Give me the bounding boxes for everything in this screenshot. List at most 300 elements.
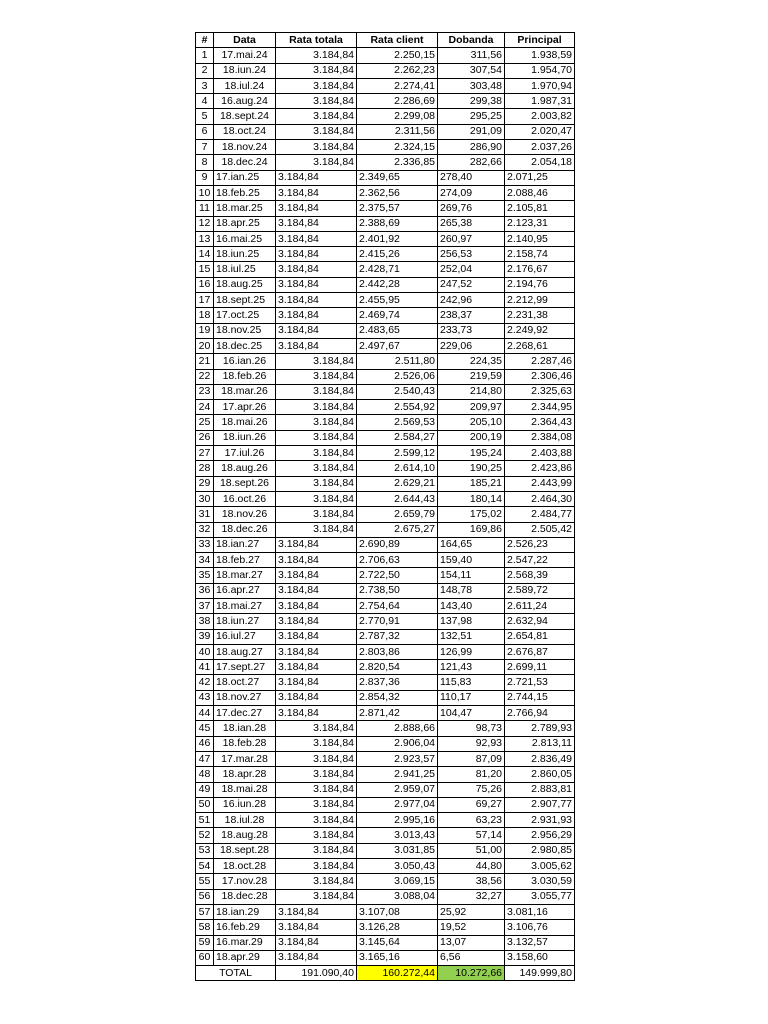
- row-date: 18.iul.24: [214, 78, 276, 93]
- row-index: 48: [196, 767, 214, 782]
- amortization-table: [195, 32, 575, 981]
- row-rata-totala: 3.184,84: [276, 706, 357, 721]
- row-rata-totala: 3.184,84: [276, 185, 357, 200]
- row-principal: 2.484,77: [505, 507, 575, 522]
- table-row: [196, 140, 575, 155]
- table-row: [196, 629, 575, 644]
- row-rata-totala: 3.184,84: [276, 828, 357, 843]
- table-row: [196, 231, 575, 246]
- row-dobanda: 81,20: [438, 767, 505, 782]
- row-principal: 2.956,29: [505, 828, 575, 843]
- row-rata-client: 3.126,28: [357, 920, 438, 935]
- row-rata-totala: 3.184,84: [276, 950, 357, 965]
- table-row: [196, 537, 575, 552]
- row-rata-totala: 3.184,84: [276, 461, 357, 476]
- row-dobanda: 286,90: [438, 140, 505, 155]
- row-index: 15: [196, 262, 214, 277]
- row-dobanda: 126,99: [438, 644, 505, 659]
- row-rata-client: 2.483,65: [357, 323, 438, 338]
- row-dobanda: 92,93: [438, 736, 505, 751]
- total-rata-totala: 191.090,40: [276, 966, 357, 981]
- row-principal: 2.054,18: [505, 155, 575, 170]
- row-principal: 2.268,61: [505, 338, 575, 353]
- row-rata-totala: 3.184,84: [276, 598, 357, 613]
- table-row: [196, 338, 575, 353]
- row-date: 16.iul.27: [214, 629, 276, 644]
- row-date: 18.mai.27: [214, 598, 276, 613]
- row-rata-client: 2.906,04: [357, 736, 438, 751]
- table-row: [196, 767, 575, 782]
- row-dobanda: 44,80: [438, 859, 505, 874]
- row-rata-totala: 3.184,84: [276, 140, 357, 155]
- row-principal: 1.954,70: [505, 63, 575, 78]
- row-date: 18.nov.25: [214, 323, 276, 338]
- row-index: 59: [196, 935, 214, 950]
- row-rata-totala: 3.184,84: [276, 644, 357, 659]
- row-dobanda: 98,73: [438, 721, 505, 736]
- table-row: [196, 660, 575, 675]
- row-rata-totala: 3.184,84: [276, 231, 357, 246]
- table-row: [196, 109, 575, 124]
- row-index: 24: [196, 400, 214, 415]
- row-rata-client: 3.013,43: [357, 828, 438, 843]
- total-label: TOTAL: [196, 966, 276, 981]
- row-date: 18.iun.25: [214, 247, 276, 262]
- row-principal: 2.140,95: [505, 231, 575, 246]
- row-principal: 2.883,81: [505, 782, 575, 797]
- table-row: [196, 262, 575, 277]
- row-principal: 2.176,67: [505, 262, 575, 277]
- header-index: #: [196, 33, 214, 48]
- table-row: [196, 644, 575, 659]
- table-row: [196, 94, 575, 109]
- row-rata-client: 2.442,28: [357, 277, 438, 292]
- row-date: 16.apr.27: [214, 583, 276, 598]
- row-rata-client: 2.311,56: [357, 124, 438, 139]
- row-principal: 2.980,85: [505, 843, 575, 858]
- row-date: 18.dec.25: [214, 338, 276, 353]
- row-rata-totala: 3.184,84: [276, 721, 357, 736]
- table-row: [196, 598, 575, 613]
- row-index: 45: [196, 721, 214, 736]
- row-date: 18.nov.24: [214, 140, 276, 155]
- row-rata-totala: 3.184,84: [276, 384, 357, 399]
- row-principal: 2.443,99: [505, 476, 575, 491]
- row-dobanda: 242,96: [438, 293, 505, 308]
- table-row: [196, 843, 575, 858]
- row-dobanda: 233,73: [438, 323, 505, 338]
- table-row: [196, 446, 575, 461]
- row-date: 18.feb.28: [214, 736, 276, 751]
- row-index: 8: [196, 155, 214, 170]
- row-index: 56: [196, 889, 214, 904]
- row-index: 25: [196, 415, 214, 430]
- row-principal: 3.106,76: [505, 920, 575, 935]
- row-dobanda: 219,59: [438, 369, 505, 384]
- row-rata-client: 2.388,69: [357, 216, 438, 231]
- row-date: 18.oct.28: [214, 859, 276, 874]
- table-row: [196, 369, 575, 384]
- row-dobanda: 238,37: [438, 308, 505, 323]
- row-rata-client: 3.165,16: [357, 950, 438, 965]
- row-rata-totala: 3.184,84: [276, 124, 357, 139]
- row-dobanda: 185,21: [438, 476, 505, 491]
- row-date: 18.apr.25: [214, 216, 276, 231]
- row-index: 46: [196, 736, 214, 751]
- row-dobanda: 57,14: [438, 828, 505, 843]
- row-dobanda: 175,02: [438, 507, 505, 522]
- row-date: 17.mar.28: [214, 751, 276, 766]
- row-dobanda: 75,26: [438, 782, 505, 797]
- row-rata-totala: 3.184,84: [276, 920, 357, 935]
- table-row: [196, 124, 575, 139]
- row-principal: 2.088,46: [505, 185, 575, 200]
- table-row: [196, 950, 575, 965]
- row-rata-client: 3.107,08: [357, 904, 438, 919]
- row-index: 20: [196, 338, 214, 353]
- header-dobanda: Dobanda: [438, 33, 505, 48]
- total-dobanda: 10.272,66: [438, 966, 505, 981]
- row-principal: 2.194,76: [505, 277, 575, 292]
- row-rata-totala: 3.184,84: [276, 78, 357, 93]
- row-rata-totala: 3.184,84: [276, 813, 357, 828]
- row-date: 18.mar.27: [214, 568, 276, 583]
- row-rata-client: 2.584,27: [357, 430, 438, 445]
- row-rata-totala: 3.184,84: [276, 568, 357, 583]
- table-row: [196, 920, 575, 935]
- row-rata-totala: 3.184,84: [276, 109, 357, 124]
- table-row: [196, 614, 575, 629]
- row-principal: 2.325,63: [505, 384, 575, 399]
- row-rata-totala: 3.184,84: [276, 507, 357, 522]
- row-rata-client: 3.050,43: [357, 859, 438, 874]
- table-row: [196, 690, 575, 705]
- row-rata-client: 2.803,86: [357, 644, 438, 659]
- row-index: 14: [196, 247, 214, 262]
- row-rata-client: 2.497,67: [357, 338, 438, 353]
- row-dobanda: 51,00: [438, 843, 505, 858]
- row-rata-client: 3.069,15: [357, 874, 438, 889]
- row-dobanda: 295,25: [438, 109, 505, 124]
- row-rata-client: 2.820,54: [357, 660, 438, 675]
- row-rata-totala: 3.184,84: [276, 935, 357, 950]
- row-rata-totala: 3.184,84: [276, 690, 357, 705]
- row-dobanda: 291,09: [438, 124, 505, 139]
- row-date: 18.ian.29: [214, 904, 276, 919]
- row-date: 18.nov.27: [214, 690, 276, 705]
- table-row: [196, 293, 575, 308]
- row-principal: 2.123,31: [505, 216, 575, 231]
- header-rata-client: Rata client: [357, 33, 438, 48]
- row-rata-client: 2.526,06: [357, 369, 438, 384]
- row-rata-totala: 3.184,84: [276, 751, 357, 766]
- row-index: 42: [196, 675, 214, 690]
- row-rata-totala: 3.184,84: [276, 583, 357, 598]
- table-row: [196, 813, 575, 828]
- table-row: [196, 583, 575, 598]
- row-dobanda: 256,53: [438, 247, 505, 262]
- row-principal: 2.306,46: [505, 369, 575, 384]
- table-body: [196, 48, 575, 966]
- row-index: 52: [196, 828, 214, 843]
- row-dobanda: 311,56: [438, 48, 505, 63]
- row-index: 3: [196, 78, 214, 93]
- row-rata-client: 2.428,71: [357, 262, 438, 277]
- row-rata-totala: 3.184,84: [276, 614, 357, 629]
- row-index: 60: [196, 950, 214, 965]
- row-index: 2: [196, 63, 214, 78]
- row-index: 49: [196, 782, 214, 797]
- row-date: 18.aug.28: [214, 828, 276, 843]
- row-rata-client: 2.977,04: [357, 797, 438, 812]
- row-date: 18.apr.28: [214, 767, 276, 782]
- row-rata-totala: 3.184,84: [276, 216, 357, 231]
- row-rata-client: 2.262,23: [357, 63, 438, 78]
- row-principal: 3.030,59: [505, 874, 575, 889]
- row-index: 22: [196, 369, 214, 384]
- row-rata-totala: 3.184,84: [276, 338, 357, 353]
- row-rata-client: 2.274,41: [357, 78, 438, 93]
- row-rata-client: 2.614,10: [357, 461, 438, 476]
- row-rata-totala: 3.184,84: [276, 874, 357, 889]
- row-principal: 2.744,15: [505, 690, 575, 705]
- row-date: 18.oct.27: [214, 675, 276, 690]
- row-principal: 2.287,46: [505, 354, 575, 369]
- row-rata-client: 2.690,89: [357, 537, 438, 552]
- row-dobanda: 278,40: [438, 170, 505, 185]
- row-rata-client: 2.469,74: [357, 308, 438, 323]
- table-row: [196, 415, 575, 430]
- row-rata-totala: 3.184,84: [276, 736, 357, 751]
- row-rata-totala: 3.184,84: [276, 94, 357, 109]
- row-principal: 2.105,81: [505, 201, 575, 216]
- row-date: 18.oct.24: [214, 124, 276, 139]
- row-rata-totala: 3.184,84: [276, 262, 357, 277]
- row-rata-client: 3.088,04: [357, 889, 438, 904]
- row-principal: 2.364,43: [505, 415, 575, 430]
- total-principal: 149.999,80: [505, 966, 575, 981]
- table-row: [196, 904, 575, 919]
- row-rata-totala: 3.184,84: [276, 843, 357, 858]
- row-date: 18.dec.26: [214, 522, 276, 537]
- row-rata-client: 2.401,92: [357, 231, 438, 246]
- row-principal: 2.464,30: [505, 491, 575, 506]
- row-date: 18.aug.25: [214, 277, 276, 292]
- row-date: 18.iun.24: [214, 63, 276, 78]
- row-principal: 2.654,81: [505, 629, 575, 644]
- row-principal: 2.231,38: [505, 308, 575, 323]
- row-index: 7: [196, 140, 214, 155]
- row-index: 44: [196, 706, 214, 721]
- row-index: 10: [196, 185, 214, 200]
- row-dobanda: 180,14: [438, 491, 505, 506]
- row-principal: 2.676,87: [505, 644, 575, 659]
- table-row: [196, 323, 575, 338]
- row-index: 36: [196, 583, 214, 598]
- row-dobanda: 6,56: [438, 950, 505, 965]
- row-date: 17.oct.25: [214, 308, 276, 323]
- row-rata-totala: 3.184,84: [276, 553, 357, 568]
- row-rata-totala: 3.184,84: [276, 859, 357, 874]
- row-date: 16.feb.29: [214, 920, 276, 935]
- row-date: 16.mar.29: [214, 935, 276, 950]
- row-index: 50: [196, 797, 214, 812]
- row-principal: 2.589,72: [505, 583, 575, 598]
- row-rata-totala: 3.184,84: [276, 170, 357, 185]
- row-principal: 2.907,77: [505, 797, 575, 812]
- row-rata-client: 2.349,65: [357, 170, 438, 185]
- row-rata-totala: 3.184,84: [276, 797, 357, 812]
- row-index: 12: [196, 216, 214, 231]
- row-index: 18: [196, 308, 214, 323]
- row-dobanda: 121,43: [438, 660, 505, 675]
- row-date: 18.aug.27: [214, 644, 276, 659]
- row-index: 31: [196, 507, 214, 522]
- row-dobanda: 169,86: [438, 522, 505, 537]
- row-index: 58: [196, 920, 214, 935]
- row-rata-totala: 3.184,84: [276, 476, 357, 491]
- row-principal: 2.766,94: [505, 706, 575, 721]
- row-rata-client: 2.923,57: [357, 751, 438, 766]
- row-rata-totala: 3.184,84: [276, 446, 357, 461]
- row-rata-totala: 3.184,84: [276, 63, 357, 78]
- row-rata-client: 2.706,63: [357, 553, 438, 568]
- row-rata-totala: 3.184,84: [276, 767, 357, 782]
- table-row: [196, 185, 575, 200]
- table-row: [196, 874, 575, 889]
- row-date: 18.mai.26: [214, 415, 276, 430]
- row-rata-client: 2.722,50: [357, 568, 438, 583]
- row-dobanda: 63,23: [438, 813, 505, 828]
- row-index: 28: [196, 461, 214, 476]
- row-dobanda: 132,51: [438, 629, 505, 644]
- total-rata-client: 160.272,44: [357, 966, 438, 981]
- row-rata-client: 2.324,15: [357, 140, 438, 155]
- row-index: 21: [196, 354, 214, 369]
- row-principal: 2.526,23: [505, 537, 575, 552]
- table-row: [196, 522, 575, 537]
- row-index: 26: [196, 430, 214, 445]
- row-dobanda: 87,09: [438, 751, 505, 766]
- row-rata-totala: 3.184,84: [276, 415, 357, 430]
- row-rata-client: 2.362,56: [357, 185, 438, 200]
- row-index: 53: [196, 843, 214, 858]
- row-principal: 2.423,86: [505, 461, 575, 476]
- row-dobanda: 260,97: [438, 231, 505, 246]
- row-date: 18.iun.27: [214, 614, 276, 629]
- row-dobanda: 38,56: [438, 874, 505, 889]
- row-date: 18.mar.25: [214, 201, 276, 216]
- row-date: 18.ian.28: [214, 721, 276, 736]
- row-principal: 2.505,42: [505, 522, 575, 537]
- row-index: 29: [196, 476, 214, 491]
- row-rata-client: 2.659,79: [357, 507, 438, 522]
- row-principal: 1.987,31: [505, 94, 575, 109]
- row-principal: 3.081,16: [505, 904, 575, 919]
- row-rata-totala: 3.184,84: [276, 369, 357, 384]
- row-index: 17: [196, 293, 214, 308]
- row-rata-client: 2.854,32: [357, 690, 438, 705]
- row-dobanda: 214,80: [438, 384, 505, 399]
- row-rata-client: 2.599,12: [357, 446, 438, 461]
- row-principal: 2.344,95: [505, 400, 575, 415]
- row-dobanda: 143,40: [438, 598, 505, 613]
- row-principal: 2.249,92: [505, 323, 575, 338]
- row-index: 27: [196, 446, 214, 461]
- row-dobanda: 205,10: [438, 415, 505, 430]
- row-dobanda: 190,25: [438, 461, 505, 476]
- header-date: Data: [214, 33, 276, 48]
- table-row: [196, 461, 575, 476]
- row-rata-client: 2.770,91: [357, 614, 438, 629]
- row-dobanda: 303,48: [438, 78, 505, 93]
- row-date: 18.aug.26: [214, 461, 276, 476]
- row-date: 18.ian.27: [214, 537, 276, 552]
- row-index: 23: [196, 384, 214, 399]
- row-index: 32: [196, 522, 214, 537]
- row-date: 18.nov.26: [214, 507, 276, 522]
- row-index: 35: [196, 568, 214, 583]
- row-index: 33: [196, 537, 214, 552]
- row-rata-client: 2.375,57: [357, 201, 438, 216]
- table-row: [196, 170, 575, 185]
- row-rata-client: 2.738,50: [357, 583, 438, 598]
- row-principal: 1.938,59: [505, 48, 575, 63]
- row-principal: 2.860,05: [505, 767, 575, 782]
- table-row: [196, 507, 575, 522]
- row-dobanda: 159,40: [438, 553, 505, 568]
- table-row: [196, 706, 575, 721]
- row-rata-totala: 3.184,84: [276, 277, 357, 292]
- row-dobanda: 269,76: [438, 201, 505, 216]
- row-dobanda: 164,65: [438, 537, 505, 552]
- row-rata-client: 2.675,27: [357, 522, 438, 537]
- row-dobanda: 19,52: [438, 920, 505, 935]
- row-rata-totala: 3.184,84: [276, 660, 357, 675]
- row-index: 5: [196, 109, 214, 124]
- row-index: 6: [196, 124, 214, 139]
- row-principal: 3.158,60: [505, 950, 575, 965]
- row-rata-totala: 3.184,84: [276, 201, 357, 216]
- row-dobanda: 104,47: [438, 706, 505, 721]
- table-row: [196, 491, 575, 506]
- total-row: [196, 966, 575, 981]
- header-rata-totala: Rata totala: [276, 33, 357, 48]
- row-index: 34: [196, 553, 214, 568]
- row-rata-totala: 3.184,84: [276, 323, 357, 338]
- row-index: 43: [196, 690, 214, 705]
- row-date: 18.sept.24: [214, 109, 276, 124]
- row-rata-client: 2.995,16: [357, 813, 438, 828]
- row-rata-client: 2.941,25: [357, 767, 438, 782]
- row-rata-client: 2.455,95: [357, 293, 438, 308]
- table-row: [196, 935, 575, 950]
- row-rata-totala: 3.184,84: [276, 308, 357, 323]
- header-principal: Principal: [505, 33, 575, 48]
- row-date: 18.sept.25: [214, 293, 276, 308]
- row-principal: 2.212,99: [505, 293, 575, 308]
- row-date: 17.sept.27: [214, 660, 276, 675]
- row-index: 54: [196, 859, 214, 874]
- row-dobanda: 195,24: [438, 446, 505, 461]
- row-rata-client: 2.644,43: [357, 491, 438, 506]
- row-date: 17.apr.26: [214, 400, 276, 415]
- row-rata-client: 2.871,42: [357, 706, 438, 721]
- row-index: 30: [196, 491, 214, 506]
- table-row: [196, 889, 575, 904]
- row-index: 11: [196, 201, 214, 216]
- row-rata-totala: 3.184,84: [276, 675, 357, 690]
